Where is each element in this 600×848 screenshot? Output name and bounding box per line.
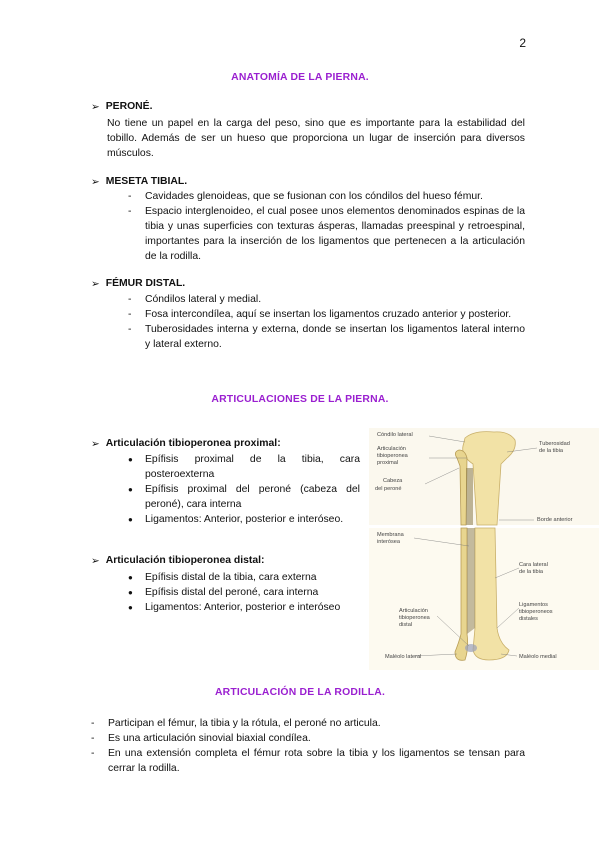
list-item: - En una extensión completa el fémur rota sobre la tibia y los ligamentos se tensan para cerrar la rodilla.	[91, 746, 525, 776]
label-maleolo-medial: Maléolo medial	[519, 654, 557, 660]
label-ligamento-3: distales	[519, 616, 538, 622]
label-borde-anterior: Borde anterior	[537, 517, 573, 523]
tibia-fibula-figure	[369, 428, 599, 670]
label-art-proximal-3: proximal	[377, 460, 399, 466]
label-membrana-1: Membrana	[377, 532, 404, 538]
arrow-bullet-icon: ➢	[91, 279, 100, 290]
label-ligamento-2: tibioperoneos	[519, 609, 553, 615]
femur-heading-text: FÉMUR DISTAL.	[105, 278, 186, 289]
list-item: ● Epífisis proximal de la tibia, cara posteroexterna	[128, 452, 360, 482]
proximal-heading	[91, 438, 281, 450]
label-condilo-lateral: Cóndilo lateral	[377, 432, 413, 438]
list-item: ● Epífisis distal de la tibia, cara externa	[128, 570, 368, 585]
section-title-anatomia: ANATOMÍA DE LA PIERNA.	[231, 72, 369, 83]
label-tuberosidad-1: Tuberosidad	[539, 441, 570, 447]
proximal-heading-text: Articulación tibioperonea proximal:	[105, 438, 281, 449]
label-cabeza-2: del peroné	[375, 486, 402, 492]
perone-paragraph: No tiene un papel en la carga del peso, sino que es importante para la estabilidad del tobillo. Además de ser un hueso que proporciona un lugar de inserción para diversos músculos.	[107, 118, 525, 159]
list-item: - Es una articulación sinovial biaxial condílea.	[91, 731, 525, 746]
list-item: - Cóndilos lateral y medial.	[128, 292, 525, 307]
label-cara-lateral-2: de la tibia	[519, 569, 543, 575]
distal-ligament-shape	[465, 644, 477, 652]
tibia-fibula-illustration	[369, 428, 599, 670]
label-art-distal-2: tibioperonea	[399, 615, 430, 621]
label-art-proximal-2: tibioperonea	[377, 453, 408, 459]
list-item: ● Ligamentos: Anterior, posterior e interóseo	[128, 600, 368, 615]
list-item: - Espacio interglenoideo, el cual posee unos elementos denominados espinas de la tibia y unas superficies con texturas ásperas, llamadas preespinal y retroespinal, importantes para la inserción de los ligamentos que pertenecen a la articulación de la rodilla.	[128, 204, 525, 264]
distal-list	[128, 570, 368, 615]
arrow-bullet-icon: ➢	[91, 177, 100, 188]
femur-heading	[91, 278, 185, 290]
proximal-list	[128, 452, 360, 527]
label-tuberosidad-2: de la tibia	[539, 448, 563, 454]
list-item: ● Ligamentos: Anterior, posterior e interóseo.	[128, 512, 360, 527]
arrow-bullet-icon: ➢	[91, 556, 100, 567]
page-number: 2	[519, 36, 526, 50]
list-item: ● Epífisis proximal del peroné (cabeza del peroné), cara interna	[128, 482, 360, 512]
label-cara-lateral-1: Cara lateral	[519, 562, 548, 568]
label-membrana-2: interósea	[377, 539, 401, 545]
arrow-bullet-icon: ➢	[91, 439, 100, 450]
section-title-articulaciones: ARTICULACIONES DE LA PIERNA.	[211, 394, 389, 405]
perone-heading	[91, 101, 153, 113]
label-ligamento-1: Ligamentos	[519, 602, 548, 608]
distal-heading-text: Articulación tibioperonea distal:	[105, 555, 265, 566]
membrane-upper	[466, 468, 473, 525]
femur-list	[128, 292, 525, 352]
list-item: - Fosa intercondílea, aquí se insertan los ligamentos cruzado anterior y posterior.	[128, 307, 525, 322]
list-item: - Participan el fémur, la tibia y la rótula, el peroné no articula.	[91, 716, 525, 731]
list-item: - Cavidades glenoideas, que se fusionan con los cóndilos del hueso fémur.	[128, 189, 525, 204]
membrane-lower	[467, 528, 475, 634]
meseta-heading	[91, 176, 187, 188]
label-art-proximal-1: Articulación	[377, 446, 406, 452]
label-cabeza-1: Cabeza	[383, 478, 403, 484]
meseta-heading-text: MESETA TIBIAL.	[105, 176, 188, 187]
list-item: ● Epífisis distal del peroné, cara interna	[128, 585, 368, 600]
rodilla-list	[91, 716, 525, 776]
section-title-rodilla: ARTICULACIÓN DE LA RODILLA.	[214, 687, 386, 698]
label-art-distal-1: Articulación	[399, 608, 428, 614]
perone-heading-text: PERONÉ.	[105, 101, 153, 112]
meseta-list	[128, 189, 525, 264]
distal-heading	[91, 555, 265, 567]
label-maleolo-lateral: Maléolo lateral	[385, 654, 422, 660]
arrow-bullet-icon: ➢	[91, 102, 100, 113]
label-art-distal-3: distal	[399, 622, 413, 628]
list-item: - Tuberosidades interna y externa, donde se insertan los ligamentos lateral interno y lateral externo.	[128, 322, 525, 352]
